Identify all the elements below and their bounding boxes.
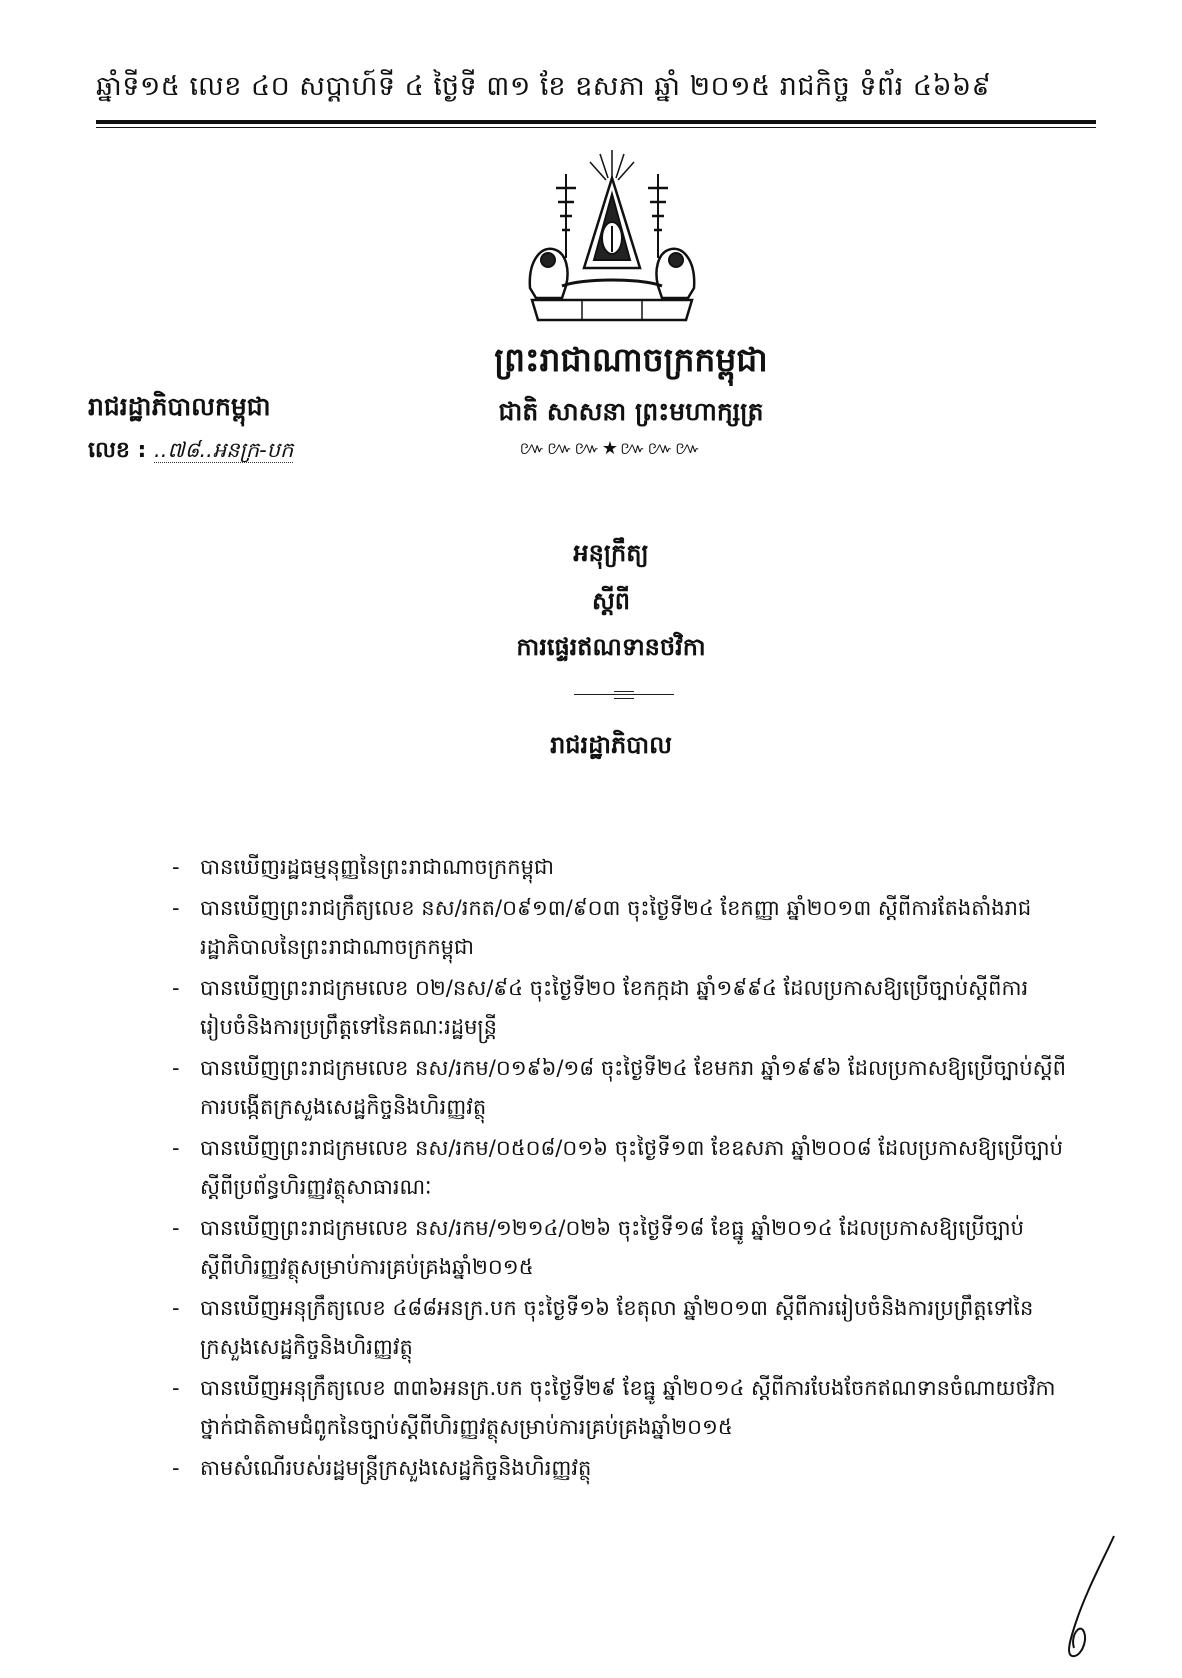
issuing-body: រាជរដ្ឋាភិបាល bbox=[550, 731, 672, 759]
document-number-label: លេខ : bbox=[88, 438, 147, 463]
kingdom-title: ព្រះរាជាណាចក្រកម្ពុជា bbox=[494, 340, 768, 379]
document-subject: ការផ្ទេរឥណទានថវិកា bbox=[516, 633, 706, 661]
signature-mark bbox=[1052, 1532, 1122, 1662]
kingdom-motto: ជាតិ សាសនា ព្រះមហាក្សត្រ bbox=[498, 397, 764, 426]
document-number-value: ..៧៨..អនក្រ-បក bbox=[154, 438, 294, 462]
document-number bbox=[88, 436, 293, 468]
issuer-name: រាជរដ្ឋាភិបាលកម្ពុជា bbox=[88, 392, 271, 421]
consideration-item: - បានឃើញព្រះរាជក្រមលេខ នស/រកម/០៥០៨/០១៦ ចុះថ្ងៃទី១៣ ខែឧសភា ឆ្នាំ២០០៨ ដែលប្រកាសឱ្យប្រើច្បាប់ស្តីពីប្រព័ន្ធហិរញ្ញវត្ថុសាធារណៈ bbox=[172, 1129, 1072, 1207]
consideration-item: - បានឃើញព្រះរាជក្រមលេខ នស/រកម/០១៩៦/១៨ ចុះថ្ងៃទី២៤ ខែមករា ឆ្នាំ១៩៩៦ ដែលប្រកាសឱ្យប្រើច្បាប់ស្តីពីការបង្កើតក្រសួងសេដ្ឋកិច្ចនិងហិរញ្ញវត្ថុ bbox=[172, 1049, 1072, 1127]
document-about: ស្តីពី bbox=[591, 587, 631, 615]
consideration-item: - បានឃើញអនុក្រឹត្យលេខ ៣៣៦អនក្រ.បក ចុះថ្ងៃទី២៩ ខែធ្នូ ឆ្នាំ២០១៤ ស្តីពីការបែងចែកឥណទានចំណាយថវិកាថ្នាក់ជាតិតាមជំពូកនៃច្បាប់ស្តីពីហិរញ្ញវត្ថុសម្រាប់ការគ្រប់គ្រងឆ្នាំ២០១៥ bbox=[172, 1369, 1072, 1447]
header-rule-thin bbox=[96, 127, 1096, 128]
royal-coat-of-arms-icon bbox=[522, 148, 702, 326]
consideration-item: - បានឃើញព្រះរាជក្រឹត្យលេខ នស/រកត/០៩១៣/៩០៣ ចុះថ្ងៃទី២៤ ខែកញ្ញា ឆ្នាំ២០១៣ ស្តីពីការតែងតាំងរាជរដ្ឋាភិបាលនៃព្រះរាជាណាចក្រកម្ពុជា bbox=[172, 889, 1072, 967]
consideration-item: - បានឃើញអនុក្រឹត្យលេខ ៤៨៨អនក្រ.បក ចុះថ្ងៃទី១៦ ខែតុលា ឆ្នាំ២០១៣ ស្តីពីការរៀបចំនិងការប្រព្រឹត្តទៅនៃក្រសួងសេដ្ឋកិច្ចនិងហិរញ្ញវត្ថុ bbox=[172, 1289, 1072, 1367]
gazette-issue-info: ឆ្នាំទី១៥ លេខ ៤០ សប្តាហ៍ទី ៤ ថ្ងៃទី ៣១ ខែ ឧសភា ឆ្នាំ ២០១៥ រាជកិច្ច ទំព័រ ៤៦៦៩ bbox=[96, 71, 992, 102]
title-divider bbox=[574, 694, 674, 695]
consideration-item: - បានឃើញព្រះរាជក្រមលេខ នស/រកម/១២១៤/០២៦ ចុះថ្ងៃទី១៨ ខែធ្នូ ឆ្នាំ២០១៤ ដែលប្រកាសឱ្យប្រើច្បាប់ស្តីពីហិរញ្ញវត្ថុសម្រាប់ការគ្រប់គ្រងឆ្នាំ២០១៥ bbox=[172, 1209, 1072, 1287]
gazette-header bbox=[96, 66, 1096, 126]
considerations-list bbox=[172, 848, 1072, 1490]
consideration-item: - បានឃើញព្រះរាជក្រមលេខ ០២/នស/៩៤ ចុះថ្ងៃទី២០ ខែកក្កដា ឆ្នាំ១៩៩៤ ដែលប្រកាសឱ្យប្រើច្បាប់ស្តីពីការរៀបចំនិងការប្រព្រឹត្តទៅនៃគណៈរដ្ឋមន្ត្រី bbox=[172, 969, 1072, 1047]
document-type: អនុក្រឹត្យ bbox=[573, 539, 649, 567]
consideration-item: - បានឃើញរដ្ឋធម្មនុញ្ញនៃព្រះរាជាណាចក្រកម្ពុជា bbox=[172, 848, 1072, 887]
header-rule bbox=[96, 120, 1096, 124]
ornament-divider: ៚៚៚★៚៚៚ bbox=[519, 438, 703, 459]
consideration-item: - តាមសំណើរបស់រដ្ឋមន្ត្រីក្រសួងសេដ្ឋកិច្ចនិងហិរញ្ញវត្ថុ bbox=[172, 1449, 1072, 1488]
